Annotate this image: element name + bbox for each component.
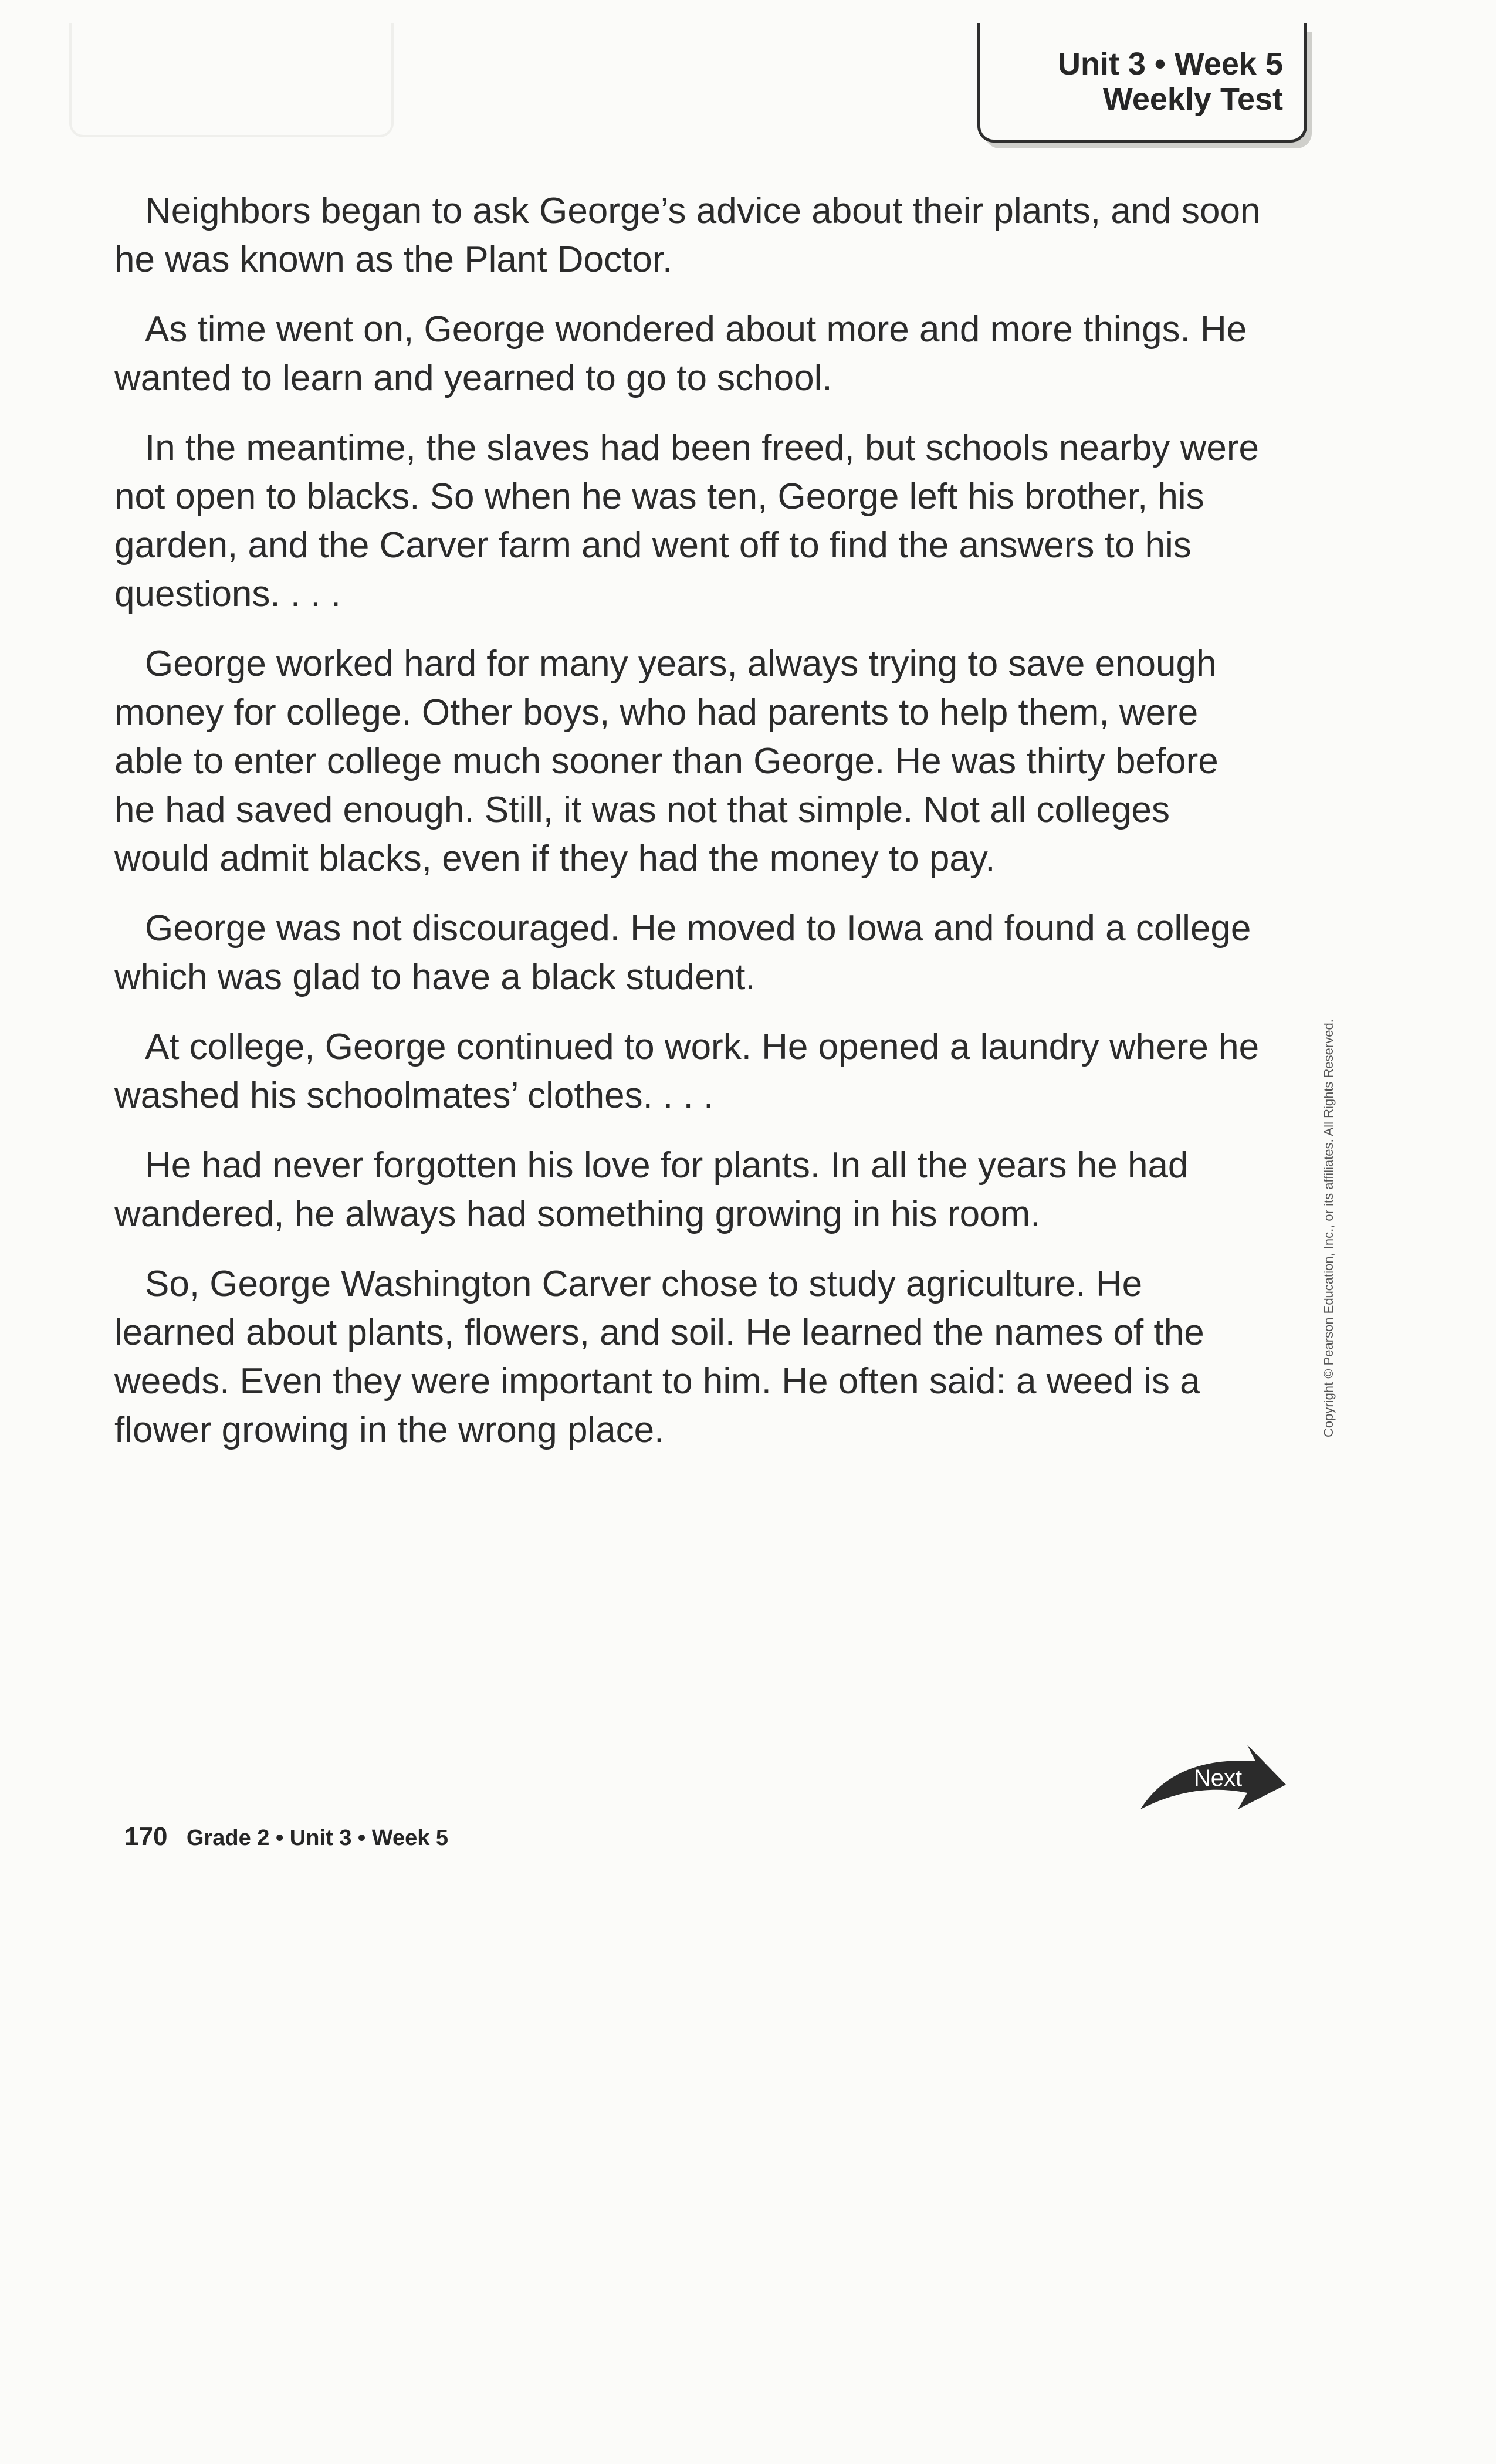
weekly-test-label: Weekly Test [1102, 82, 1283, 117]
passage-paragraph: At college, George continued to work. He opened a laundry where he washed his schoolmates’ clothes. . . . [114, 1027, 1260, 1116]
passage-paragraph: So, George Washington Carver chose to study agriculture. He learned about plants, flowers, and soil. He learned the names of the weeds. Even they were important to him. He often said: a weed is a flower growing in the wrong place. [114, 1264, 1204, 1450]
passage-paragraph: George worked hard for many years, always trying to save enough money for college. Other boys, who had parents to help them, were able to enter college much sooner than George. He was thirty before he had saved enough. Still, it was not that simple. Not all colleges would admit blacks, even if they had the money to pay. [114, 644, 1219, 879]
passage-paragraph: He had never forgotten his love for plants. In all the years he had wandered, he always had something growing in his room. [114, 1145, 1189, 1234]
next-button-label: Next [1193, 1765, 1243, 1791]
grade-info: Grade 2 • Unit 3 • Week 5 [186, 1826, 449, 1850]
page-number: 170 [124, 1822, 168, 1851]
reading-passage [114, 187, 1264, 1475]
unit-week-label: Unit 3 • Week 5 [1057, 46, 1283, 82]
next-button[interactable] [1140, 1744, 1287, 1810]
passage-paragraph: As time went on, George wondered about more and more things. He wanted to learn and yearned to go to school. [114, 309, 1247, 398]
passage-paragraph: In the meantime, the slaves had been freed, but schools nearby were not open to blacks. So when he was ten, George left his brother, his garden, and the Carver farm and went off to find the answers to his questions. . . . [114, 428, 1260, 614]
passage-paragraph: George was not discouraged. He moved to Iowa and found a college which was glad to have a black student. [114, 908, 1251, 997]
copyright-notice: Copyright © Pearson Education, Inc., or its affiliates. All Rights Reserved. [1321, 1019, 1336, 1437]
unit-week-tab [977, 23, 1307, 143]
show-through-tab [69, 23, 394, 137]
page-footer [124, 1822, 448, 1852]
next-arrow-icon [1140, 1744, 1287, 1810]
passage-paragraph: Neighbors began to ask George’s advice about their plants, and soon he was known as the Plant Doctor. [114, 191, 1261, 280]
